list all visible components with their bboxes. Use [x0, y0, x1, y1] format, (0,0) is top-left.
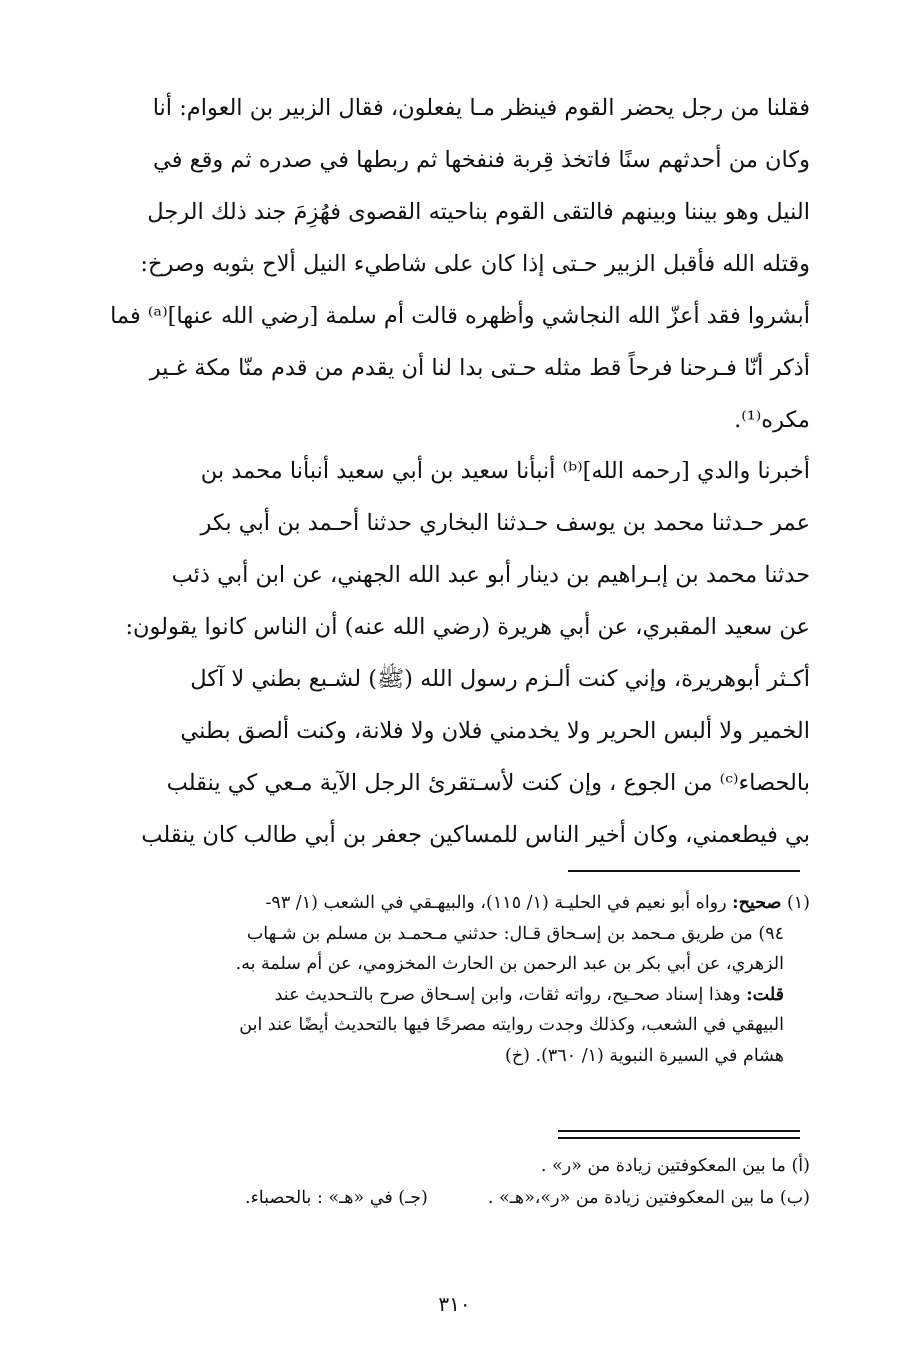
main-paragraph-2	[90, 445, 810, 861]
text-line: بالحصاء⁽ᶜ⁾ من الجوع ، وإن كنت لأسـتقرئ الرجل الآية مـعي كي ينقلب	[166, 770, 810, 796]
text-line: النيل وهو بيننا وبينهم فالتقى القوم بناحيته القصوى فهُزِمَ جند ذلك الرجل	[147, 199, 810, 225]
footnote-line	[90, 980, 810, 1011]
text-line: عمر حـدثنا محمد بن يوسف حـدثنا البخاري حدثنا أحـمد بن أبي بكر	[200, 510, 810, 536]
text-line: أبشروا فقد أعزّ الله النجاشي وأظهره قالت أم سلمة [رضي الله عنها]⁽ᵃ⁾ فما	[110, 303, 810, 329]
text-line: الخمير ولا ألبس الحرير ولا يخدمني فلان ولا فلانة، وكنت ألصق بطني	[180, 718, 810, 744]
variants-separator	[558, 1130, 800, 1139]
text-line: حدثنا محمد بن إبـراهيم بن دينار أبو عبد الله الجهني، عن ابن أبي ذئب	[171, 562, 810, 588]
footnote-separator	[568, 870, 800, 872]
page-number: ٣١٠	[438, 1292, 471, 1316]
variant-notes	[90, 1150, 810, 1214]
variant-note-c: (جـ) في «هـ» : بالحصباء.	[245, 1188, 428, 1208]
text-line: وقتله الله فأقبل الزبير حـتى إذا كان على شاطيء النيل ألاح بثوبه وصرخ:	[140, 251, 810, 277]
variant-note-a: (أ) ما بين المعكوفتين زيادة من «ر» .	[540, 1156, 810, 1176]
variant-notes-line	[90, 1182, 810, 1214]
text-line: أخبرنا والدي [رحمه الله]⁽ᵇ⁾ أنبأنا سعيد بن أبي سعيد أنبأنا محمد بن	[200, 458, 810, 484]
footnote-line	[90, 888, 810, 919]
footnote-text: رواه أبو نعيم في الحليـة (١/ ١١٥)، والبيهـقي في الشعب (١/ ٩٣-	[265, 893, 733, 913]
footnote-line: ٩٤) من طريق مـحمد بن إسـحاق قـال: حدثني مـحمـد بن مسلم بن شـهاب	[246, 923, 784, 944]
main-paragraph-1	[90, 82, 810, 446]
footnote-note-label: قلت:	[746, 984, 784, 1005]
footnote-line: البيهقي في الشعب، وكذلك وجدت روايته مصرحًا فيها بالتحديث أيضًا عند ابن	[239, 1015, 784, 1035]
text-line: عن سعيد المقبري، عن أبي هريرة (رضي الله عنه) أن الناس كانوا يقولون:	[125, 614, 810, 640]
footnote-line: الزهري، عن أبي بكر بن عبد الرحمن بن الحارث المخزومي، عن أم سلمة به.	[235, 954, 784, 974]
footnote-line: هشام في السيرة النبوية (١/ ٣٦٠). (خ)	[505, 1045, 784, 1066]
text-line: وكان من أحدثهم سنًا فاتخذ قِربة فنفخها ثم ربطها في صدره ثم وقع في	[152, 147, 810, 173]
text-line: مكره⁽¹⁾.	[734, 407, 810, 433]
footnote-text: وهذا إسناد صحـيح، رواته ثقات، وابن إسـحاق صرح بالتـحديث عند	[274, 984, 747, 1005]
footnote-marker: (١)	[786, 893, 810, 913]
text-line: أكـثر أبوهريرة، وإني كنت ألـزم رسول الله (ﷺ) لشـبع بطني لا آكل	[190, 666, 810, 692]
text-line: فقلنا من رجل يحضر القوم فينظر مـا يفعلون، فقال الزبير بن العوام: أنا	[152, 95, 810, 121]
footnote-grade-label: صحيح:	[732, 893, 782, 913]
text-line: أذكر أنّا فـرحنا فرحاً قط مثله حـتى بدا لنا أن يقدم من قدم منّا مكة غـير	[149, 355, 810, 381]
text-line: بي فيطعمني، وكان أخير الناس للمساكين جعفر بن أبي طالب كان ينقلب	[141, 822, 810, 848]
footnotes	[90, 888, 810, 1071]
variant-note-b: (ب) ما بين المعكوفتين زيادة من «ر»،«هـ» .	[487, 1188, 810, 1208]
